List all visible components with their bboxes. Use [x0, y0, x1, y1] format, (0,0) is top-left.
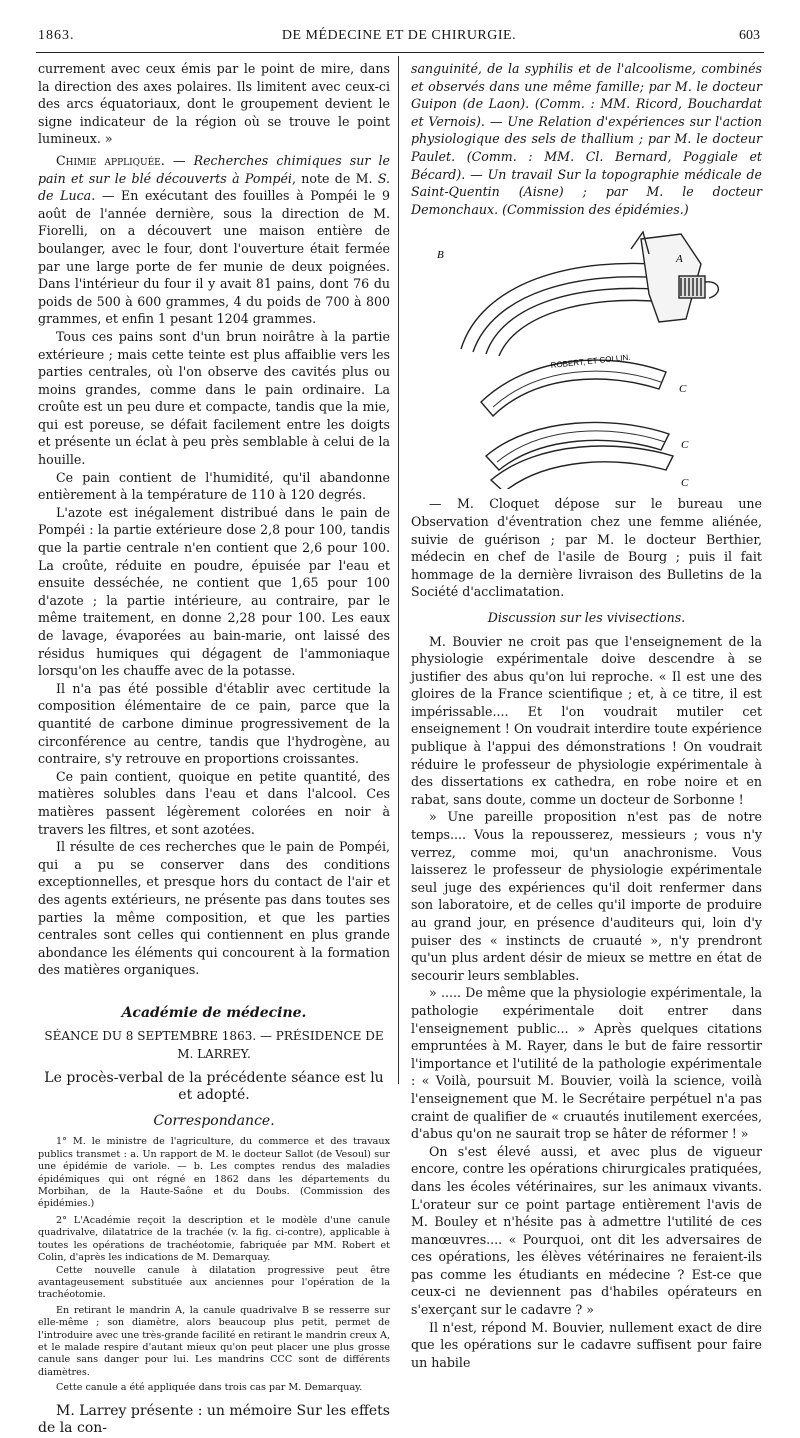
correspondance-heading: Correspondance. — [153, 1112, 275, 1129]
proces-verbal: Le procès-verbal de la précédente séance est lu et adopté. — [44, 1069, 384, 1104]
paragraph: Il résulte de ces recherches que le pain de Pompéi, qui a pu se conserver dans des conditions exceptionnelles, et presque hors du contact de l'air et des agents extérieurs, ne présente pas dans toutes ses parties la même composition, et que les parties centrales sont celles qui contiennent en plus grande abondance les éléments qui concourent à la formation des matières organiques. — [38, 839, 390, 978]
seance-line: SÉANCE DU 8 SEPTEMBRE 1863. — PRÉSIDENCE DE M. LARREY. — [44, 1029, 384, 1062]
left-column — [38, 60, 390, 1438]
paragraph: Il n'est, répond M. Bouvier, nullement exact de dire que les opérations sur le cadavre suffisent pour faire un habile — [411, 1319, 762, 1370]
closing-line: M. Larrey présente : un mémoire Sur les effets de la con- — [38, 1402, 390, 1437]
footnote: En retirant le mandrin A, la canule quadrivalve B se resserre sur elle-même ; son diamètre, alors beaucoup plus petit, permet de l'introduire avec une très-grande facilité en retirant le mandrin creux A, et le malade respire d'autant mieux qu'on peut placer une plus grosse canule sans danger pour lui. Les mandrins CCC sont de différents diamètres. — [38, 1304, 390, 1378]
label-c: C — [681, 477, 689, 490]
paragraph: » ..... De même que la physiologie expérimentale, la pathologie expérimentale doit entrer dans l'enseignement public... » Après quelques citations empruntées à M. Rayer, dans le but de faire ressortir l'importance et l'utilité de la pathologie expérimentale : « Voilà, poursuit M. Bouvier, voilà la science, voilà l'enseignement que M. le Secrétaire perpétuel n'a pas craint de qualifier de « cruautés inutilement exercées, d'abus qu'on ne saurait trop se hâter de réformer ! » — [411, 985, 762, 1142]
header-title: DE MÉDECINE ET DE CHIRURGIE. — [281, 28, 517, 43]
label-c: C — [679, 383, 687, 396]
paragraph: currement avec ceux émis par le point de mire, dans la direction des axes polaires. Ils limitent avec ceux-ci des arcs équatoriaux, dont le groupement devient le signe indicateur de la région où se trouve le point lumineux. » — [38, 61, 390, 147]
paragraph: Ce pain contient de l'humidité, qu'il abandonne entièrement à la température de 110 à 120 degrés. — [38, 469, 390, 503]
footnote: Cette nouvelle canule à dilatation progressive peut être avantageusement substituée aux anciennes pour l'opération de la trachéotomie. — [38, 1264, 390, 1301]
header-year: 1863. — [38, 28, 75, 43]
paragraph: M. Bouvier ne croit pas que l'enseignement de la physiologie expérimentale doive descendre à se justifier des abus qu'on lui reproche. « Il est une des gloires de la France scientifique ; et, à ce titre, il est impérissable.... Et l'on voudrait mutiler cet enseignement ! On voudrait interdire toute expérience publique à l'appui des démonstrations ! On voudrait réduire le professeur de physiologie expérimentale à des dissertations ex cathedra, en robe noire et en rabat, sans doute, comme un docteur de Sorbonne ! — [411, 633, 762, 807]
column-divider — [398, 56, 399, 1084]
paragraph: Tous ces pains sont d'un brun noirâtre à la partie extérieure ; mais cette teinte est plus affaiblie vers les parties centrales, où l'on observe des cavités plus ou moins grandes, comme dans le pain ordinaire. La croûte est un peu dure et compacte, tandis que la mie, qui est poreuse, se défait facilement entre les doigts et présente un éclat à peu près semblable à celui de la houille. — [38, 328, 390, 468]
discussion-heading: Discussion sur les vivisections. — [487, 609, 686, 625]
page-number: 603 — [739, 28, 760, 43]
article-author: S. de Luca — [38, 170, 390, 204]
canule-illustration — [411, 224, 762, 489]
canule-figure — [411, 224, 762, 489]
paragraph: On s'est élevé aussi, et avec plus de vigueur encore, contre les opérations chirurgicales pratiquées, dans les écoles vétérinaires, sur les animaux vivants. L'orateur sur ce point partage entièrement l'avis de M. Bouley et n'hésite pas à admettre l'utilité de ces manœuvres.... « Pourquoi, ont dit les adversaires de ces opérations, les élèves vétérinaires ne feraient-ils pas comme les étudiants en médecine ? Est-ce que ceux-ci ne deviennent pas d'habiles opérateurs en s'exerçant sur le cadavre ? » — [411, 1143, 762, 1318]
paragraph: Ce pain contient, quoique en petite quantité, des matières solubles dans l'eau et dans l'alcool. Ces matières passent légèrement colorées en noir à travers les filtres, et sont azotées. — [38, 768, 390, 837]
chimie-paragraph — [38, 152, 390, 328]
footnote: Cette canule a été appliquée dans trois cas par M. Demarquay. — [56, 1382, 363, 1394]
section-heading: Académie de médecine. — [121, 1004, 307, 1021]
right-column — [411, 60, 762, 1371]
paragraph: L'azote est inégalement distribué dans le pain de Pompéi : la partie extérieure dose 2,8 pour 100, tandis que la partie centrale n'en contient que 2,6 pour 100. La croûte, réduite en poudre, épuisée par l'eau et ensuite desséchée, ne contient que 1,65 pour 100 d'azote ; la partie intérieure, au contraire, par le même traitement, en donne 2,28 pour 100. Les eaux de lavage, évaporées au bain-marie, ont laissé des résidus humiques qui dégagent de l'ammoniaque lorsqu'on les chauffe avec de la potasse. — [38, 504, 390, 679]
label-b: B — [437, 249, 444, 262]
running-header — [38, 28, 760, 48]
article-title: — Recherches chimiques sur le pain et sur le blé découverts à Pompéi — [38, 152, 390, 186]
paragraph: Il n'a pas été possible d'établir avec certitude la composition élémentaire de ce pain, parce que la quantité de carbone diminue progressivement de la circonférence au centre, tandis que l'hydrogène, au contraire, s'y retrouve en proportions croissantes. — [38, 680, 390, 767]
paragraph: sanguinité, de la syphilis et de l'alcoolisme, combinés et observés dans une même famille; par M. le docteur Guipon (de Laon). (Comm. : MM. Ricord, Bouchardat et Vernois). — Une Relation d'expériences sur l'action physiologique des sels de thallium ; par M. le docteur Paulet. (Comm. : MM. Cl. Bernard, Poggiale et Bécard). — Un travail Sur la topographie médicale de Saint-Quentin (Aisne) ; par M. le docteur Demonchaux. (Commission des épidémies.) — [411, 61, 762, 217]
label-a: A — [676, 253, 683, 266]
article-note: , note de M. — [291, 170, 378, 186]
paragraph: » Une pareille proposition n'est pas de notre temps.... Vous la repousserez, messieurs ; vous n'y verrez, comme moi, qu'un anachronisme. Vous laisserez le professeur de physiologie expérimentale seul juge des expériences qu'il doit renfermer dans son laboratoire, et de celles qu'il importe de produire au grand jour, en présence d'auditeurs qui, loin d'y puiser des « instincts de cruauté », n'y prendront qu'un plus ardent désir de mieux se mettre en état de secourir leurs semblables. — [411, 809, 762, 983]
label-c: C — [681, 439, 689, 452]
section-label: Chimie appliquée. — [56, 152, 165, 168]
footnote: 2° L'Académie reçoit la description et le modèle d'une canule quadrivalve, dilatatrice de la trachée (v. la fig. ci-contre), applicable à toutes les opérations de trachéotomie, fabriquée par MM. Robert et Colin, d'après les indications de M. Demarquay. — [38, 1214, 390, 1264]
header-rule — [36, 52, 764, 53]
footnote: 1° M. le ministre de l'agriculture, du commerce et des travaux publics transmet : a. Un rapport de M. le docteur Sallot (de Vesoul) sur une épidémie de variole. — b. Les comptes rendus des maladies épidémiques qui ont régné en 1862 dans les départements du Morbihan, de la Haute-Saône et du Doubs. (Commission des épidémies.) — [38, 1136, 390, 1210]
article-body: . — En exécutant des fouilles à Pompéi le 9 août de l'année dernière, sous la direction de M. Fiorelli, on a découvert une maison entière de boulanger, avec le four, dont l'ouverture était fermée par une large porte de fer munie de deux poignées. Dans l'intérieur du four il y avait 81 pains, dont 76 du poids de 500 à 600 grammes, 4 du poids de 700 à 800 grammes, et enfin 1 pesant 1204 grammes. — [38, 188, 390, 327]
maker-stamp: ROBERT, ET COLLIN. — [550, 353, 631, 371]
paragraph: — M. Cloquet dépose sur le bureau une Observation d'éventration chez une femme aliénée, suivie de guérison ; par M. le docteur Berthier, médecin en chef de l'asile de Bourg ; puis il fait hommage de la dernière livraison des Bulletins de la Société d'acclimatation. — [411, 496, 762, 600]
